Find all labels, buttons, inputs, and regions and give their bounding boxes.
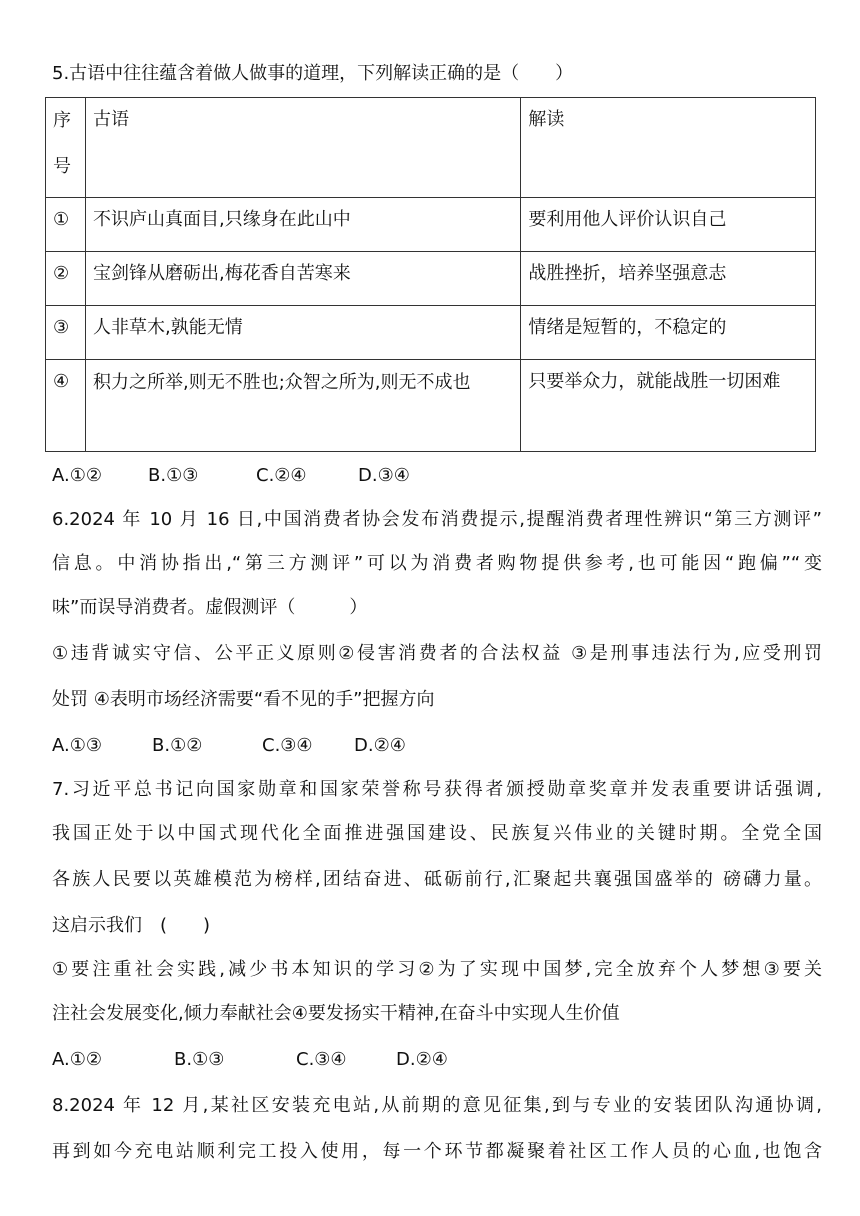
- q6-line-2: 信息。中消协指出,“第三方测评”可以为消费者购物提供参考,也可能因“跑偏”“变: [52, 553, 822, 574]
- q6-options: [52, 734, 822, 758]
- q7-line-3: 各族人民要以英雄模范为榜样,团结奋进、砥砺前行,汇聚起共襄强国盛举的 磅礴力量。: [52, 869, 822, 890]
- q6-line-1: 6.2024 年 10 月 16 日,中国消费者协会发布消费提示,提醒消费者理性辨识“第三方测评”: [52, 509, 822, 530]
- header-ancient-saying: 古语: [85, 98, 520, 198]
- q8-line-2: 再到如今充电站顺利完工投入使用，每一个环节都凝聚着社区工作人员的心血,也饱含: [52, 1141, 822, 1162]
- row-saying: 积力之所举,则无不胜也;众智之所为,则无不成也: [85, 360, 520, 452]
- row-index: ④: [46, 360, 86, 452]
- table-row: [46, 306, 816, 360]
- table-header-row: [46, 98, 816, 198]
- q6-statements-1: ①违背诚实守信、公平正义原则②侵害消费者的合法权益 ③是刑事违法行为,应受刑罚: [52, 643, 822, 664]
- table-row: [46, 252, 816, 306]
- row-saying: 宝剑锋从磨砺出,梅花香自苦寒来: [85, 252, 520, 306]
- option-a[interactable]: A.①②: [52, 465, 102, 486]
- row-interpretation: 只要举众力，就能战胜一切困难: [521, 360, 816, 452]
- option-a[interactable]: A.①③: [52, 735, 102, 756]
- q7-line-1: 7.习近平总书记向国家勋章和国家荣誉称号获得者颁授勋章奖章并发表重要讲话强调,: [52, 779, 822, 800]
- q5-table: [45, 97, 816, 452]
- option-d[interactable]: D.②④: [396, 1049, 448, 1070]
- q8-line-1: 8.2024 年 12 月,某社区安装充电站,从前期的意见征集,到与专业的安装团队沟通协调,: [52, 1095, 822, 1116]
- option-a[interactable]: A.①②: [52, 1049, 102, 1070]
- row-interpretation: 要利用他人评价认识自己: [521, 198, 816, 252]
- q7-line-4: 这启示我们 ( ): [52, 915, 211, 936]
- q5-stem: 5.古语中往往蕴含着做人做事的道理，下列解读正确的是（ ）: [52, 63, 574, 84]
- q7-options: [52, 1048, 822, 1072]
- row-saying: 人非草木,孰能无情: [85, 306, 520, 360]
- option-c[interactable]: C.③④: [296, 1049, 347, 1070]
- header-index: 序号: [46, 98, 86, 198]
- q7-line-2: 我国正处于以中国式现代化全面推进强国建设、民族复兴伟业的关键时期。全党全国: [52, 823, 822, 844]
- option-b[interactable]: B.①②: [152, 735, 203, 756]
- row-saying: 不识庐山真面目,只缘身在此山中: [85, 198, 520, 252]
- option-b[interactable]: B.①③: [174, 1049, 225, 1070]
- option-c[interactable]: C.③④: [262, 735, 313, 756]
- row-interpretation: 战胜挫折，培养坚强意志: [521, 252, 816, 306]
- table-row: [46, 360, 816, 452]
- q7-statements-1: ①要注重社会实践,减少书本知识的学习②为了实现中国梦,完全放弃个人梦想③要关: [52, 959, 822, 980]
- q5-options: [52, 464, 822, 488]
- row-index: ③: [46, 306, 86, 360]
- row-index: ①: [46, 198, 86, 252]
- option-b[interactable]: B.①③: [148, 465, 199, 486]
- option-d[interactable]: D.②④: [354, 735, 406, 756]
- table-row: [46, 198, 816, 252]
- q7-statements-2: 注社会发展变化,倾力奉献社会④要发扬实干精神,在奋斗中实现人生价值: [52, 1003, 620, 1024]
- header-interpretation: 解读: [521, 98, 816, 198]
- row-interpretation: 情绪是短暂的，不稳定的: [521, 306, 816, 360]
- row-index: ②: [46, 252, 86, 306]
- option-d[interactable]: D.③④: [358, 465, 410, 486]
- q6-statements-2: 处罚 ④表明市场经济需要“看不见的手”把握方向: [52, 689, 435, 710]
- option-c[interactable]: C.②④: [256, 465, 307, 486]
- q6-line-3: 味”而误导消费者。虚假测评（ ）: [52, 597, 368, 618]
